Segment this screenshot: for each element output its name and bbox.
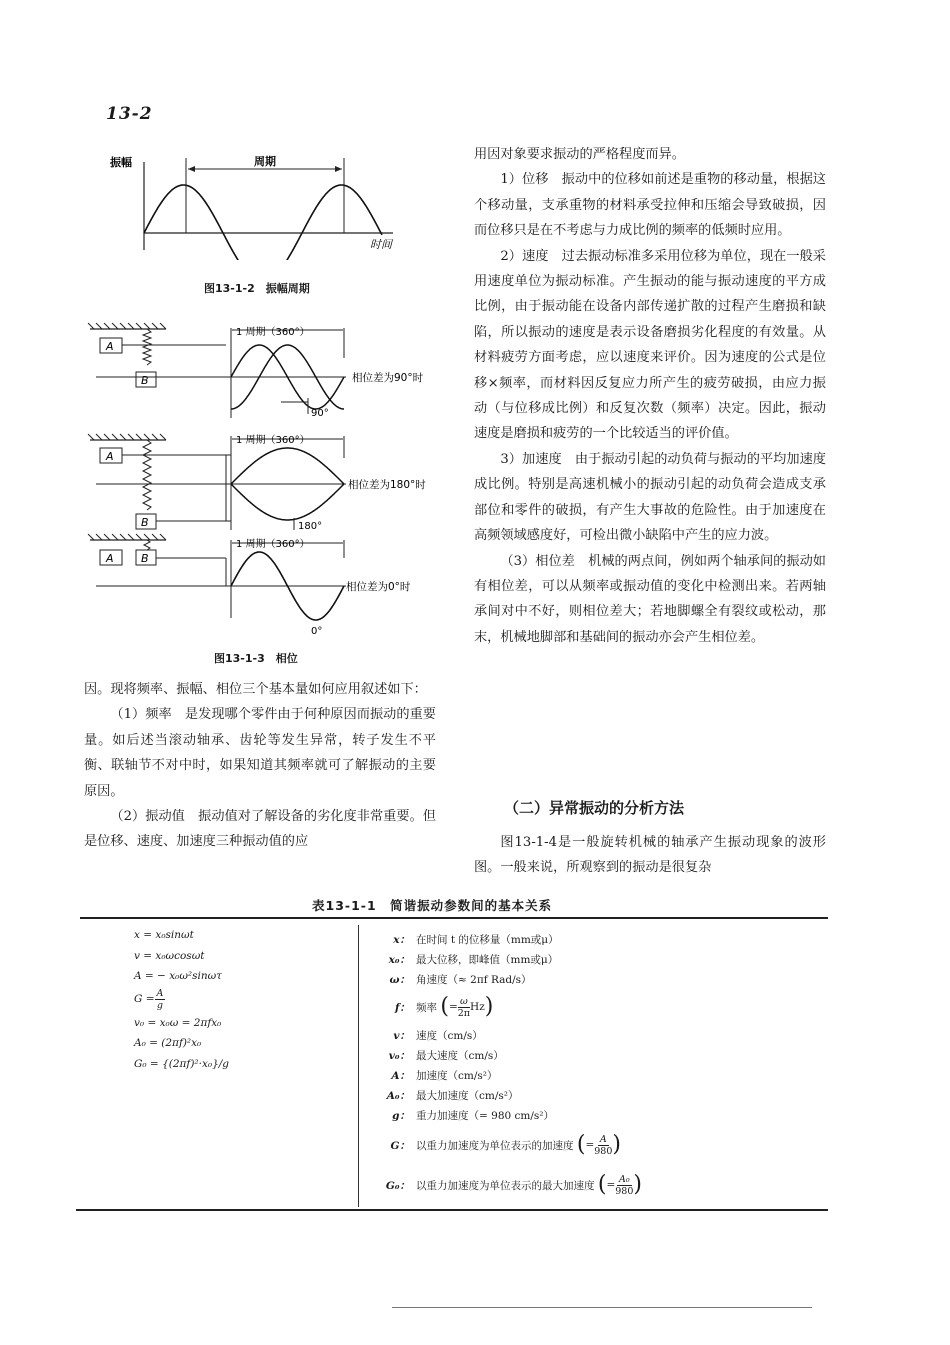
formula-3-lhs: G =	[134, 993, 155, 1006]
def-text: 以重力加速度为单位表示的最大加速度	[416, 1179, 595, 1192]
def-sym: g：	[392, 1109, 410, 1122]
right-para-1: 1）位移 振动中的位移如前述是重物的移动量，根据这个移动量，支承重物的材料承受拉伸和压缩会导致破损，因而位移只是在不考虑与力成比例的频率的低频时应用。	[474, 172, 826, 239]
def-row: f： 频率 ( = $\frac{\omega}{2\pi}$ Hz )	[384, 989, 824, 1025]
def-frac-suffix: Hz	[470, 1001, 485, 1013]
page-number: 13-2	[106, 104, 153, 124]
def-frac-prefix: =	[448, 1001, 458, 1013]
fig2-ylabel: 振幅	[110, 156, 132, 169]
mass-a-1: A	[106, 340, 114, 353]
def-sym: f：	[394, 1001, 410, 1014]
def-row	[384, 949, 824, 969]
table-divider	[358, 925, 359, 1207]
def-frac-prefix: =	[585, 1139, 595, 1151]
def-row	[384, 1025, 824, 1045]
period-label-2: 1 周期（360°）	[236, 435, 310, 446]
def-sym: v：	[393, 1029, 410, 1042]
right-para-4: （3）相位差 机械的两点间，例如两个轴承间的振动如有相位差，可以从频率或振动值的变化中检测出来。若两轴承间对中不好，则相位差大；若地脚螺全有裂纹或松动，那末，机械地脚部和基础间的振动亦会产生相位差。	[474, 553, 826, 645]
def-row	[384, 929, 824, 949]
def-row	[384, 969, 824, 989]
def-frac-den: 980	[594, 1145, 613, 1157]
def-row: G： 以重力加速度为单位表示的加速度 ( = $\frac{A}{980}$ )	[384, 1125, 824, 1165]
formula-3	[134, 987, 344, 1013]
def-text: 频率	[416, 1001, 437, 1014]
def-text: 最大位移，即峰值（mm或μ）	[416, 953, 559, 966]
formula-3-den: g	[156, 1000, 164, 1012]
def-frac	[458, 996, 470, 1019]
figure-phase	[86, 318, 446, 640]
def-sym: G₀：	[385, 1179, 410, 1192]
def-text: 最大速度（cm/s）	[416, 1049, 504, 1062]
def-row	[384, 1045, 824, 1065]
def-text: 角速度（≈ 2πf Rad/s）	[416, 973, 532, 986]
def-sym: A：	[391, 1069, 410, 1082]
def-frac-den: 980	[615, 1185, 634, 1197]
def-text: 重力加速度（= 980 cm/s²）	[416, 1109, 554, 1122]
def-frac	[615, 1174, 633, 1197]
left-para-0: 因。现将频率、振幅、相位三个基本量如何应用叙述如下：	[84, 682, 427, 697]
def-text: 加速度（cm/s²）	[416, 1069, 498, 1082]
def-row	[384, 1065, 824, 1085]
right-para-0: 用因对象要求振动的严格程度而异。	[474, 147, 685, 162]
def-frac-den: 2π	[457, 1007, 471, 1019]
def-text: 以重力加速度为单位表示的加速度	[416, 1139, 574, 1152]
fig2-period-label: 周期	[254, 155, 276, 168]
formula-5: A₀ = (2πf)²x₀	[134, 1037, 202, 1050]
fig2-xlabel: 时间	[370, 238, 392, 251]
def-sym: x：	[393, 933, 410, 946]
mass-b-3: B	[141, 552, 149, 565]
mass-a-2: A	[106, 450, 114, 463]
section-heading: （二）异常振动的分析方法	[504, 799, 685, 817]
scan-artifact-line	[392, 1307, 812, 1308]
phase-bottom-1: 90°	[311, 408, 329, 419]
phase-text-1: 相位差为90°时	[352, 372, 424, 384]
phase-row-0	[88, 534, 411, 637]
formula-1: v = x₀ωcosωt	[134, 949, 205, 962]
formula-6: G₀ = {(2πf)²·x₀}/g	[134, 1057, 230, 1070]
formula-4: v₀ = x₀ω = 2πfx₀	[134, 1016, 222, 1029]
period-label-1: 1 周期（360°）	[236, 327, 310, 338]
def-sym: x₀：	[388, 953, 410, 966]
table-top-rule	[80, 917, 828, 919]
figure-amplitude-period	[108, 150, 408, 260]
def-frac-prefix: =	[606, 1179, 616, 1191]
def-frac-num: ω	[460, 995, 468, 1007]
phase-row-90	[88, 323, 424, 419]
formula-3-frac	[155, 988, 166, 1011]
phase-bottom-2: 180°	[298, 521, 323, 532]
def-sym: ω：	[389, 973, 410, 986]
left-column-text	[84, 677, 436, 855]
mass-b-2: B	[141, 516, 149, 529]
formula-0: x = x₀sinωt	[134, 929, 194, 941]
left-para-1: （1）频率 是发现哪个零件由于何种原因而振动的重要量。如后述当滚动轴承、齿轮等发生异常，转子发生不平衡、联轴节不对中时，如果知道其频率就可了解振动的主要原因。	[84, 707, 436, 799]
phase-bottom-3: 0°	[311, 626, 323, 637]
table-title: 表13-1-1 简谐振动参数间的基本关系	[312, 898, 553, 913]
def-text: 在时间 t 的位移量（mm或μ）	[416, 933, 559, 946]
def-row	[384, 1085, 824, 1105]
phase-text-3: 相位差为0°时	[346, 581, 411, 593]
phase-row-180	[88, 433, 426, 532]
right-para-2: 2）速度 过去振动标准多采用位移为单位，现在一般采用速度单位为振动标准。产生振动的能与振动速度的平方成比例，由于振动能在设备内部传递扩散的过程产生磨损和缺陷，所以振动的速度是表示设备磨损劣化程度的有效量。从材料疲劳方面考虑，应以速度来评价。因为速度的公式是位移×频率，而材料因反复应力所产生的疲劳破损，由应力振动（与位移成比例）和反复次数（频率）决定。因此，振动速度是磨损和疲劳的一个比较适当的评价值。	[474, 248, 826, 442]
def-text: 最大加速度（cm/s²）	[416, 1089, 519, 1102]
def-sym: G：	[390, 1139, 410, 1152]
definition-list	[384, 929, 824, 1205]
fig3-caption: 图13-1-3 相位	[214, 652, 298, 665]
def-sym: A₀：	[386, 1089, 410, 1102]
formula-list	[134, 925, 344, 1075]
right-para-3: 3）加速度 由于振动引起的动负荷与振动的平均加速度成比例。特别是高速机械小的振动引起的动负荷会造成支承部位和零件的破损，有产生大事故的危险性。由于加速度在高频领域感度好，可检出微小缺陷中产生的应力波。	[474, 451, 826, 544]
mass-a-3: A	[106, 552, 114, 565]
fig2-caption: 图13-1-2 振幅周期	[204, 282, 310, 295]
phase-text-2: 相位差为180°时	[348, 479, 426, 491]
def-row: G₀： 以重力加速度为单位表示的最大加速度 ( = $\frac{\text{A₀}}{980}$ )	[385, 1172, 642, 1197]
left-para-2: （2）振动值 振动值对了解设备的劣化度非常重要。但是位移、速度、加速度三种振动值的应	[84, 809, 436, 850]
period-label-3: 1 周期（360°）	[236, 539, 310, 550]
def-frac-num: A₀	[618, 1173, 630, 1185]
right-column-text	[474, 142, 826, 650]
def-frac-num: A	[599, 1133, 607, 1145]
def-text: 速度（cm/s）	[416, 1029, 483, 1042]
def-row	[384, 1105, 824, 1125]
table-bottom-rule	[76, 1209, 828, 1211]
def-frac	[594, 1134, 612, 1157]
formula-3-num: A	[156, 988, 164, 1000]
def-sym: v₀：	[388, 1049, 410, 1062]
section-text: 图13-1-4是一般旋转机械的轴承产生振动现象的波形图。一般来说，所观察到的振动是很复杂	[474, 835, 826, 876]
formula-2: A = − x₀ω²sinωτ	[134, 970, 222, 983]
mass-b-1: B	[141, 374, 149, 387]
